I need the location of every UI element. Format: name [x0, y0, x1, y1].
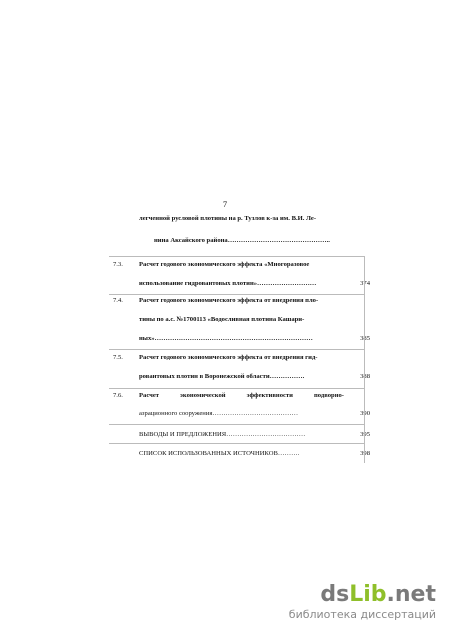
toc-entry-number: 7.4.	[113, 297, 123, 304]
toc-entry-title-cont: тины по а.с. №1700113 «Водосливная плотина Кашари-	[139, 316, 305, 323]
toc-entry-title: Расчет годового экономического эффекта «Многоразовое	[139, 261, 310, 268]
watermark	[289, 584, 436, 621]
toc-word: подворно-	[313, 392, 344, 399]
row-divider	[109, 294, 364, 295]
row-divider	[109, 443, 364, 444]
toc-references-page: 398	[360, 450, 370, 457]
toc-continuation-line-1: легченной русловой плотины на р. Тузлов к-за им. В.И. Ле-	[139, 215, 317, 222]
toc-entry-page: 385	[360, 335, 370, 342]
toc-entry-title	[139, 393, 344, 400]
toc-entry-number: 7.6.	[113, 392, 123, 399]
row-divider	[109, 424, 364, 425]
toc-word: Расчет	[139, 392, 160, 399]
toc-entry-page: 388	[360, 373, 370, 380]
page-column-divider	[364, 256, 365, 463]
row-divider	[109, 388, 364, 389]
toc-entry-number: 7.5.	[113, 354, 123, 361]
toc-continuation-line-2: нина Аксайского района………………………………………..	[154, 237, 330, 244]
toc-word: экономической	[180, 392, 226, 399]
toc-entry-page: 390	[360, 410, 370, 417]
watermark-subtitle: библиотека диссертаций	[288, 608, 436, 621]
dslib-logo: dsLib.net	[320, 582, 436, 607]
row-divider	[109, 349, 364, 350]
toc-entry-number: 7.3.	[113, 261, 123, 268]
toc-entry-title-cont: ных»………………………………………………………………	[139, 335, 313, 342]
toc-word: эффективности	[246, 392, 293, 399]
toc-entry-title-cont: использование гидровантовых плотин»………………………	[139, 280, 317, 287]
toc-entry-title: Расчет годового экономического эффекта от внедрения пло-	[139, 297, 319, 304]
toc-conclusions-page: 395	[360, 431, 370, 438]
toc-references: СПИСОК ИСПОЛЬЗОВАННЫХ ИСТОЧНИКОВ……….	[139, 450, 300, 457]
row-divider	[109, 256, 364, 257]
toc-entry-title-cont: азрационного сооружения…………………………………	[139, 410, 299, 417]
page-number: 7	[222, 199, 228, 209]
toc-conclusions: ВЫВОДЫ И ПРЕДЛОЖЕНИЯ………………………………	[139, 431, 306, 438]
toc-entry-title: Расчет годового экономического эффекта от внедрения гид-	[139, 354, 318, 361]
toc-entry-page: 374	[360, 280, 370, 287]
toc-entry-title-cont: ровантовых плотин в Воронежской области…………….	[139, 373, 305, 380]
